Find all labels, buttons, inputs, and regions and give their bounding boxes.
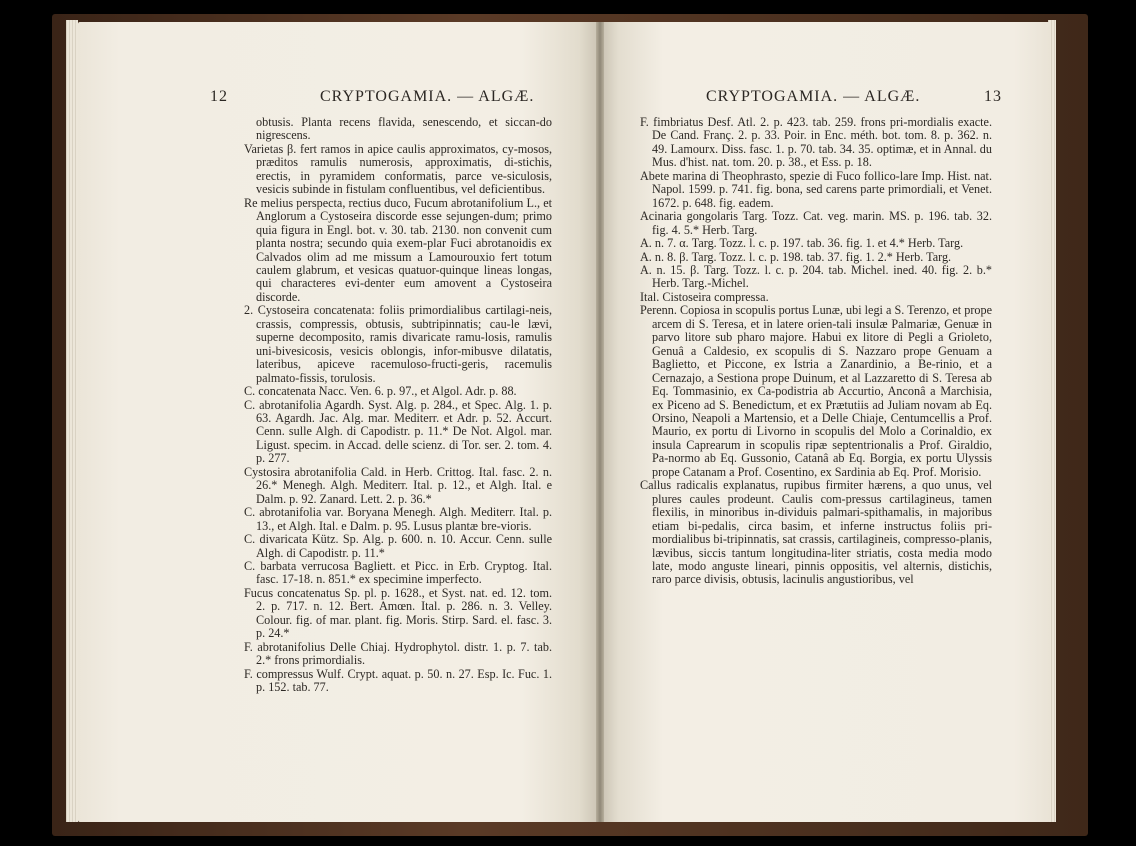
left-page (78, 22, 600, 822)
paragraph: A. n. 8. β. Targ. Tozz. l. c. p. 198. tab. 37. fig. 1. 2.* Herb. Targ. (640, 249, 952, 264)
paragraph: C. abrotanifolia Agardh. Syst. Alg. p. 284., et Spec. Alg. 1. p. 63. Agardh. Jac. Alg. mar. Mediterr. et Adr. p. 52. Accurt. Cenn. sulle Algh. di Capodistr. p. 11.* De Not. Algol. mar. Ligust. specim. in Accad. delle scienz. di Tor. ser. 2. tom. 4. p. 277. (244, 397, 552, 466)
page-number: 13 (984, 88, 1002, 105)
running-title: CRYPTOGAMIA. — ALGÆ. (320, 88, 535, 105)
paragraph: F. compressus Wulf. Crypt. aquat. p. 50. n. 27. Esp. Ic. Fuc. 1. p. 152. tab. 77. (244, 666, 552, 695)
paragraph: Re melius perspecta, rectius duco, Fucum abrotanifolium L., et Anglorum a Cystoseira discorde esse sejungen-dum; primo quia figura in Engl. bot. v. 30. tab. 2130. non convenit cum planta nostra; secundo quia exem-plar Fuci abrotanoidis ex Calvados olim ad me missum a Lamourouxio fert totum caulem glabrum, et vesicas quatuor-quinque lineas longas, qui characteres evi-denter eum amovent a Cystoseira discorde. (244, 195, 552, 304)
paragraph: A. n. 15. β. Targ. Tozz. l. c. p. 204. tab. Michel. ined. 40. fig. 2. b.* Herb. Targ.-Michel. (640, 262, 992, 291)
paragraph: Ital. Cistoseira compressa. (640, 289, 769, 304)
right-page-text (640, 116, 992, 587)
paragraph: Callus radicalis explanatus, rupibus firmiter hærens, a quo unus, vel plures caules prodeunt. Caulis com-pressus cartilagineus, tamen flexilis, in minoribus in-dividuis palmari-spithamalis, in majoribus etiam bi-pedalis, circa basim, et inferne instructus foliis pri-mordialibus bi-tripinnatis, sat crassis, cartilagineis, compresso-planis, lævibus, siccis tantum longitudina-liter striatis, costa media modo late, modo anguste lineari, pinnis oppositis, vel alternis, distichis, raro parce divisis, obtusis, lacinulis angustioribus, vel (640, 478, 992, 587)
running-title: CRYPTOGAMIA. — ALGÆ. (706, 88, 921, 105)
paragraph: F. fimbriatus Desf. Atl. 2. p. 423. tab. 259. frons pri-mordialis exacte. De Cand. Franç. 2. p. 33. Poir. in Enc. méth. bot. tom. 8. p. 362. n. 49. Lamourx. Diss. fasc. 1. p. 70. tab. 34. 35. optimæ, et in Annal. du Mus. d'hist. nat. tom. 20. p. 38., et Ess. p. 18. (640, 115, 992, 170)
paragraph: C. concatenata Nacc. Ven. 6. p. 97., et Algol. Adr. p. 88. (244, 384, 517, 399)
paragraph: 2. Cystoseira concatenata: foliis primordialibus cartilagi-neis, crassis, compressis, obtusis, subtripinnatis; cau-le lævi, superne decomposito, ramis divaricate ramu-losis, ramulis uni-bivesicosis, vesicis oblongis, infor-mibusve dilatatis, lateribus, apiceve racemuloso-fructi-geris, racemulis palmato-fissis, torulosis. (244, 303, 552, 385)
paragraph: Abete marina di Theophrasto, spezie di Fuco follico-lare Imp. Hist. nat. Napol. 1599. p. 741. fig. bona, sed carens parte primordiali, et Venet. 1672. p. 648. fig. eadem. (640, 168, 992, 210)
paragraph: Varietas β. fert ramos in apice caulis approximatos, cy-mosos, præditos ramulis numerosis, approximatis, di-stichis, erectis, in pyramidem conformatis, parce ve-siculosis, vesicis subinde in fistulam confluentibus, vel deficientibus. (244, 141, 552, 197)
paragraph: obtusis. Planta recens flavida, senescendo, et siccan-do nigrescens. (256, 115, 552, 143)
paragraph: Acinaria gongolaris Targ. Tozz. Cat. veg. marin. MS. p. 196. tab. 32. fig. 4. 5.* Herb. Targ. (640, 209, 992, 237)
paragraph: A. n. 7. α. Targ. Tozz. l. c. p. 197. tab. 36. fig. 1. et 4.* Herb. Targ. (640, 236, 964, 251)
book-gutter (596, 22, 604, 822)
paragraph: Perenn. Copiosa in scopulis portus Lunæ, ubi legi a S. Terenzo, et prope arcem di S. Teresa, et in latere orien-tali insulæ Palmariæ, Genuæ in parvo litore sub pharo majore. Habui ex litore di Pegli a Grioleto, Genuâ a Caldesio, ex scopulis di S. Nazzaro prope Genuam a Baglietto, et Piccone, ex Istria a Zanardinio, a Be-rinio, et a Cernazajo, a Sestiona prope Duinum, et al Lazzaretto di S. Teresa ab Eq. Tommasinio, ex Ca-podistria ab Accurtio, Anconâ a Marchisia, ex Piceno ad S. Benedictum, et ex Prætutiis ad Juliam novam ab Eq. Orsino, Neapoli a Martensio, et a Delle Chiaje, Centumcellis a Prof. Maurio, ex portu di Livorno in scopulis del Molo a Corinaldio, ex insula Caprearum in scopulis ripæ septentrionalis a Prof. Giraldio, Pa-normo ab Eq. Gussonio, Catanâ ab Eq. Borgia, ex portu Ulyssis prope Catanam a Prof. Cosentino, ex Sardinia ab Eq. Prof. Morisio. (640, 303, 992, 479)
left-running-head (78, 88, 600, 110)
paragraph: C. divaricata Kütz. Sp. Alg. p. 600. n. 10. Accur. Cenn. sulle Algh. di Capodistr. p. 11.* (244, 532, 552, 560)
left-fore-edge (66, 20, 78, 822)
page-number: 12 (210, 88, 228, 105)
paragraph: F. abrotanifolius Delle Chiaj. Hydrophytol. distr. 1. p. 7. tab. 2.* frons primordialis. (244, 639, 552, 668)
right-running-head (600, 88, 1050, 110)
right-page (600, 22, 1050, 822)
paragraph: C. barbata verrucosa Bagliett. et Picc. in Erb. Cryptog. Ital. fasc. 17-18. n. 851.* ex specimine imperfecto. (244, 558, 552, 587)
left-page-text (244, 116, 552, 694)
paragraph: Fucus concatenatus Sp. pl. p. 1628., et Syst. nat. ed. 12. tom. 2. p. 717. n. 12. Bert. Amœn. Ital. p. 286. n. 3. Velley. Colour. fig. of mar. plant. fig. Moris. Stirp. Sard. el. fasc. 3. p. 24.* (244, 585, 552, 641)
paragraph: C. abrotanifolia var. Boryana Menegh. Algh. Mediterr. Ital. p. 13., et Algh. Ital. e Dalm. p. 95. Lusus plantæ bre-vioris. (244, 505, 552, 533)
paragraph: Cystosira abrotanifolia Cald. in Herb. Crittog. Ital. fasc. 2. n. 26.* Menegh. Algh. Mediterr. Ital. p. 12., et Algh. Ital. e Dalm. p. 92. Zanard. Lett. 2. p. 36.* (244, 464, 552, 506)
